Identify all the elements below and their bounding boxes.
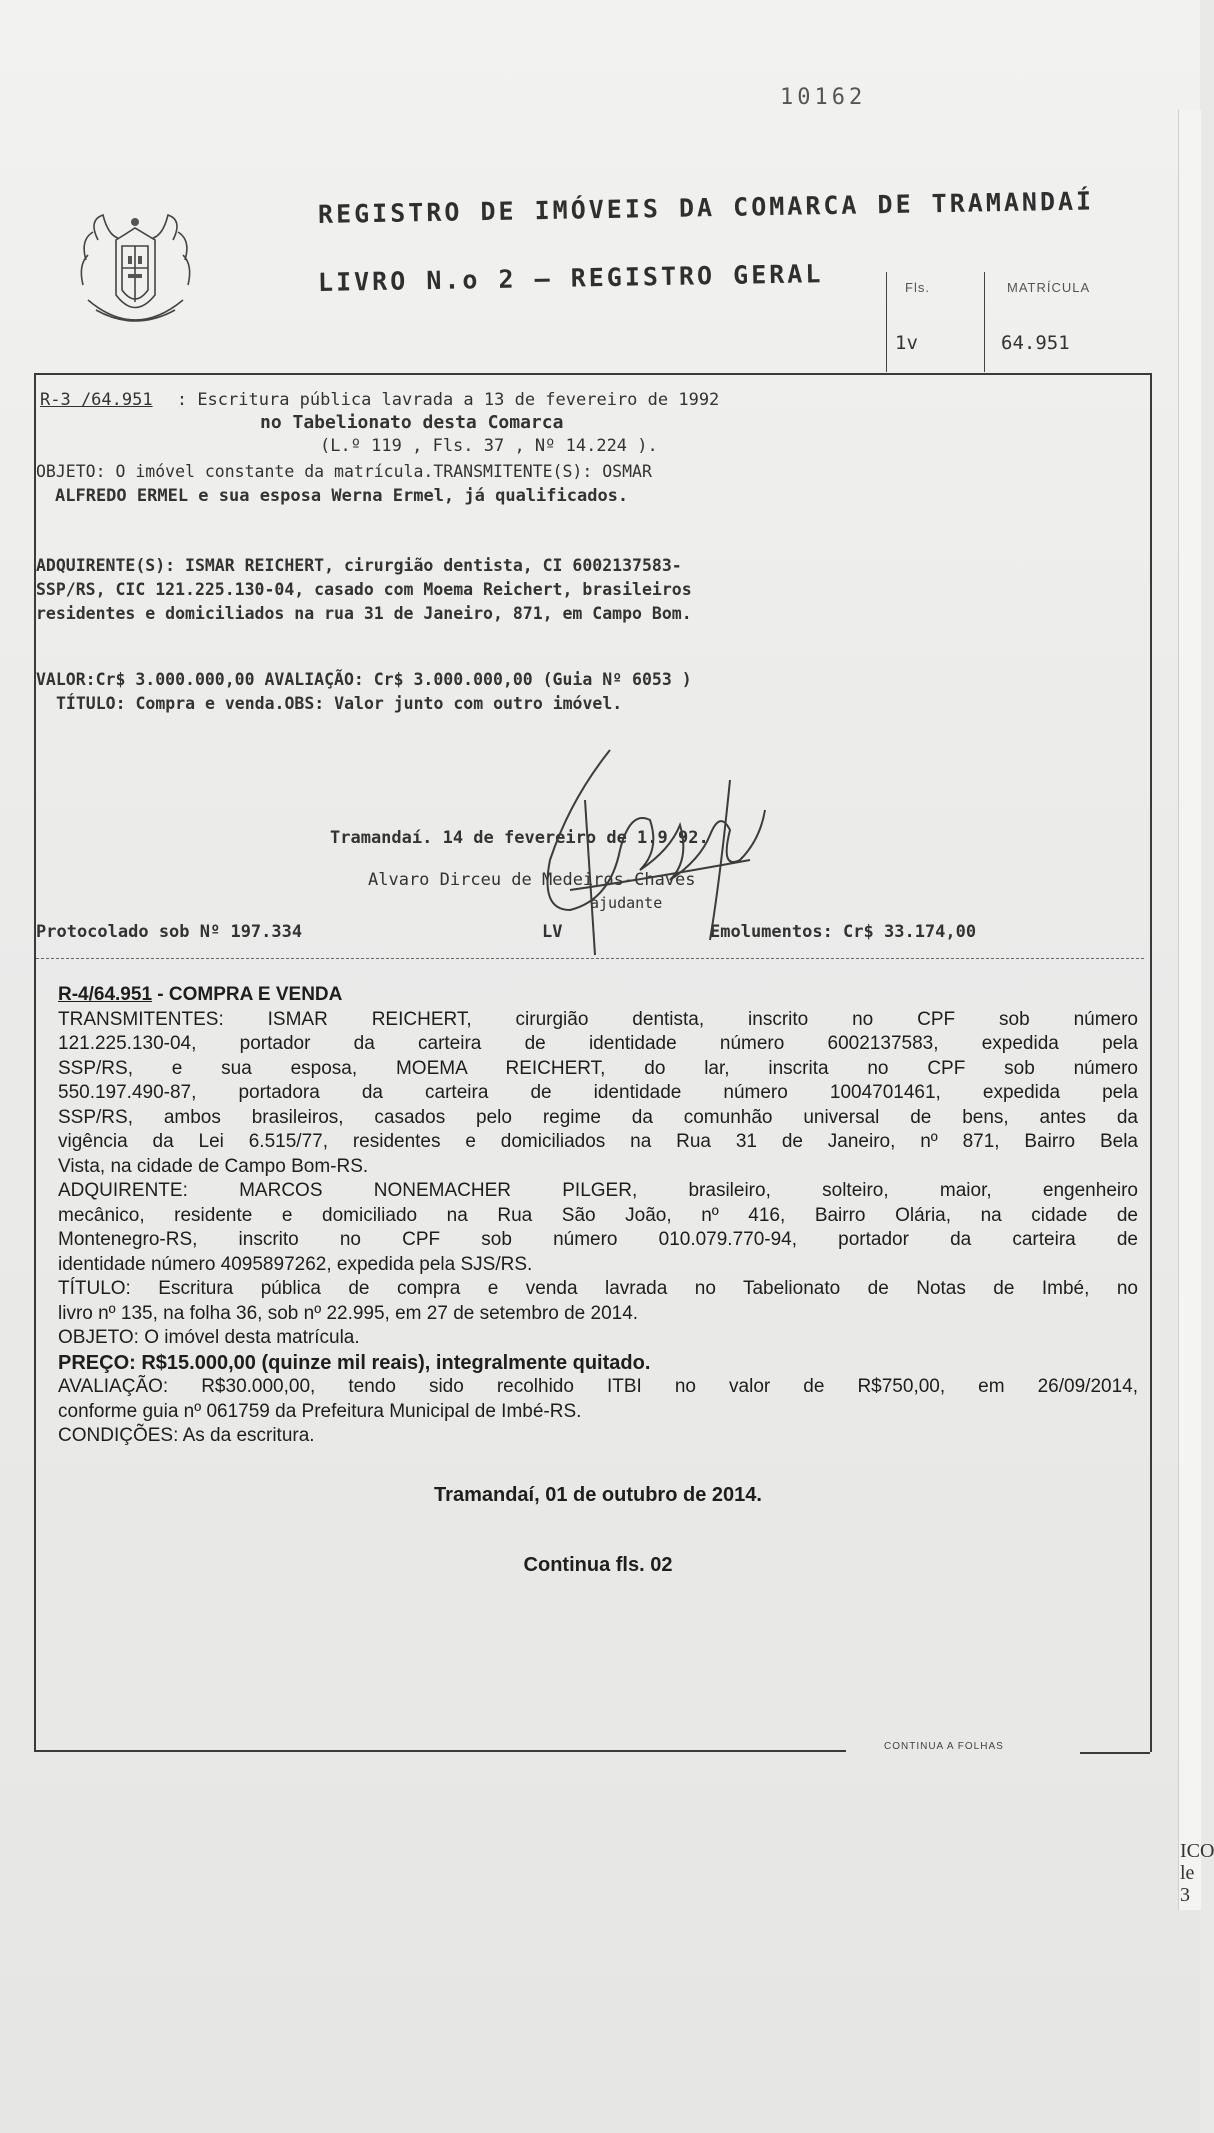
r4-row: Montenegro-RS, inscrito no CPF sob número 010.079.770-94, portador da carteira de bbox=[58, 1229, 1138, 1250]
r4-row: OBJETO: O imóvel desta matrícula. bbox=[58, 1327, 360, 1348]
r3-line3: (L.º 119 , Fls. 37 , Nº 14.224 ). bbox=[320, 436, 658, 456]
adjacent-sheet-edge bbox=[1178, 110, 1201, 1910]
handwritten-signature bbox=[420, 740, 840, 960]
fls-value: 1v bbox=[895, 332, 918, 354]
r4-row: identidade número 4095897262, expedida pela SJS/RS. bbox=[58, 1253, 533, 1275]
r3-line9: VALOR:Cr$ 3.000.000,00 AVALIAÇÃO: Cr$ 3.000.000,00 (Guia Nº 6053 ) bbox=[36, 670, 692, 689]
r3-reference: R-3 /64.951 bbox=[40, 390, 153, 410]
matricula-label: MATRÍCULA bbox=[1007, 280, 1091, 295]
top-number: 10162 bbox=[780, 85, 867, 110]
r4-row: conforme guia nº 061759 da Prefeitura Municipal de Imbé-RS. bbox=[58, 1400, 582, 1422]
r3-line1 bbox=[40, 390, 719, 410]
r4-row: livro nº 135, na folha 36, sob nº 22.995, em 27 de setembro de 2014. bbox=[58, 1302, 639, 1324]
r3-emolumentos: Emolumentos: Cr$ 33.174,00 bbox=[710, 922, 977, 942]
r3-deed-text: : Escritura pública lavrada a 13 de fevereiro de 1992 bbox=[176, 390, 720, 410]
r4-row-preco: PREÇO: R$15.000,00 (quinze mil reais), integralmente quitado. bbox=[58, 1351, 651, 1374]
r3-protocolo-lv: LV bbox=[542, 922, 563, 942]
matricula-box bbox=[984, 272, 1145, 372]
r4-heading-text: - COMPRA E VENDA bbox=[152, 984, 343, 1005]
continua-a-folhas-label: CONTINUA A FOLHAS bbox=[884, 1741, 1004, 1752]
bottom-rule-right bbox=[1080, 1752, 1150, 1754]
r4-closing-date: Tramandaí, 01 de outubro de 2014. bbox=[434, 1483, 762, 1506]
coat-of-arms-icon bbox=[78, 210, 193, 340]
r4-row: CONDIÇÕES: As da escritura. bbox=[58, 1425, 315, 1446]
r3-line2: no Tabelionato desta Comarca bbox=[260, 412, 564, 433]
r4-row: SSP/RS, e sua esposa, MOEMA REICHERT, do lar, inscrita no CPF sob número bbox=[58, 1057, 1138, 1079]
r4-row: vigência da Lei 6.515/77, residentes e domiciliados na Rua 31 de Janeiro, nº 871, Bairro Bela bbox=[58, 1131, 1138, 1152]
r4-row: TÍTULO: Escritura pública de compra e venda lavrada no Tabelionato de Notas de Imbé, no bbox=[58, 1278, 1138, 1299]
r3-protocolo: Protocolado sob Nº 197.334 bbox=[36, 922, 303, 942]
r4-entry bbox=[58, 983, 1138, 1578]
r3-line10: TÍTULO: Compra e venda.OBS: Valor junto com outro imóvel. bbox=[56, 694, 623, 713]
r3-line4: OBJETO: O imóvel constante da matrícula.TRANSMITENTE(S): OSMAR bbox=[36, 462, 652, 481]
r3-signer: Alvaro Dirceu de Medeiros-Chaves bbox=[368, 870, 696, 890]
bottom-rule bbox=[34, 1750, 846, 1752]
r4-row: Vista, na cidade de Campo Bom-RS. bbox=[58, 1155, 369, 1177]
r3-line8: residentes e domiciliados na rua 31 de Janeiro, 871, em Campo Bom. bbox=[36, 604, 692, 623]
r3-date: Tramandaí. 14 de fevereiro de 1.9 92. bbox=[330, 828, 709, 848]
r4-reference: R-4/64.951 bbox=[58, 984, 153, 1005]
r3-line6: ADQUIRENTE(S): ISMAR REICHERT, cirurgião dentista, CI 6002137583- bbox=[36, 556, 682, 575]
book-title: LIVRO N.o 2 — REGISTRO GERAL bbox=[317, 259, 824, 297]
r4-row: SSP/RS, ambos brasileiros, casados pelo regime da comunhão universal de bens, antes da bbox=[58, 1106, 1138, 1128]
adjacent-fragment-2: le 3 bbox=[1180, 1862, 1195, 1906]
r4-row: 550.197.490-87, portadora da carteira de identidade número 1004701461, expedida pela bbox=[58, 1082, 1138, 1103]
r3-line5: ALFREDO ERMEL e sua esposa Werna Ermel, já qualificados. bbox=[55, 486, 629, 506]
matricula-value: 64.951 bbox=[1001, 332, 1070, 354]
r3-line7: SSP/RS, CIC 121.225.130-04, casado com Moema Reichert, brasileiros bbox=[36, 580, 692, 599]
registry-title: REGISTRO DE IMÓVEIS DA COMARCA DE TRAMANDAÍ bbox=[317, 186, 1095, 229]
r4-row: ADQUIRENTE: MARCOS NONEMACHER PILGER, brasileiro, solteiro, maior, engenheiro bbox=[58, 1180, 1138, 1201]
fls-box bbox=[886, 272, 945, 372]
r4-row: TRANSMITENTES: ISMAR REICHERT, cirurgião dentista, inscrito no CPF sob número bbox=[58, 1008, 1138, 1030]
r4-row: 121.225.130-04, portador da carteira de identidade número 6002137583, expedida pela bbox=[58, 1033, 1138, 1054]
adjacent-fragment-1: ICO bbox=[1180, 1840, 1214, 1862]
r3-signer-role: ajudante bbox=[590, 894, 663, 912]
r4-row: AVALIAÇÃO: R$30.000,00, tendo sido recolhido ITBI no valor de R$750,00, em 26/09/2014, bbox=[58, 1376, 1138, 1397]
r4-heading bbox=[58, 983, 1138, 1008]
fls-label: Fls. bbox=[905, 280, 930, 295]
r4-row: mecânico, residente e domiciliado na Rua São João, nº 416, Bairro Olária, na cidade de bbox=[58, 1204, 1138, 1226]
r4-continua: Continua fls. 02 bbox=[523, 1554, 673, 1576]
